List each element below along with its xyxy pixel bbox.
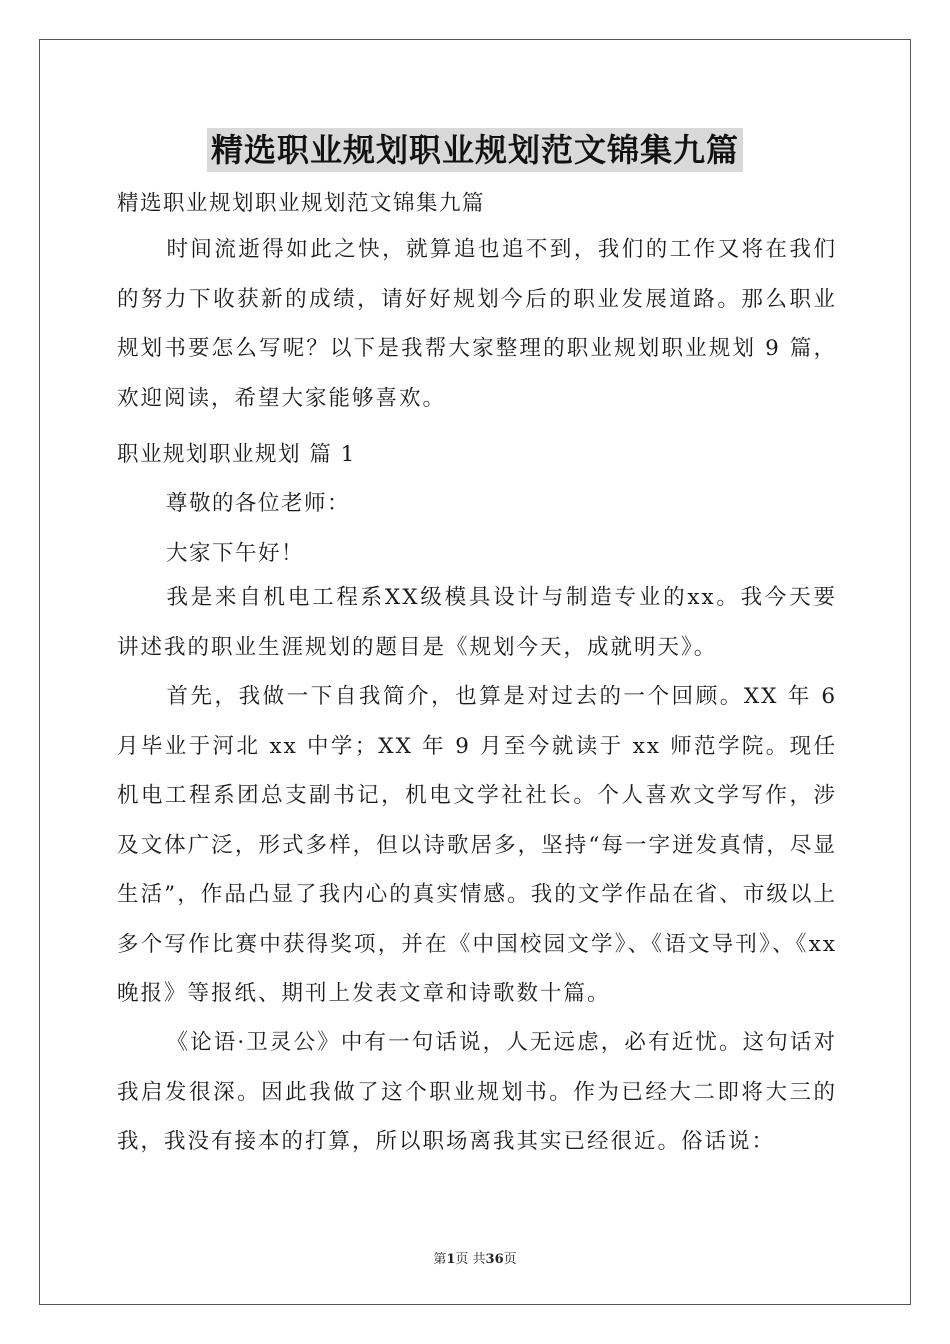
intro-paragraph: 时间流逝得如此之快，就算追也追不到，我们的工作又将在我们的努力下收获新的成绩，请好好规划今后的职业发展道路。那么职业规划书要怎么写呢？以下是我帮大家整理的职业规划职业规划 9 篇，欢迎阅读，希望大家能够喜欢。 (117, 237, 837, 411)
section-heading-1: 职业规划职业规划 篇 1 (117, 442, 356, 467)
paragraph-1: 我是来自机电工程系XX级模具设计与制造专业的xx。我今天要讲述我的职业生涯规划的题目是《规划今天，成就明天》。 (117, 585, 837, 660)
document-subtitle: 精选职业规划职业规划范文锦集九篇 (117, 191, 486, 216)
page-footer (0, 1248, 950, 1267)
footer-current-page: 1 (446, 1252, 456, 1267)
greeting: 尊敬的各位老师： (166, 491, 351, 516)
paragraph-3: 《论语·卫灵公》中有一句话说，人无远虑，必有近忧。这句话对我启发很深。因此我做了这个职业规划书。作为已经大二即将大三的我，我没有接本的打算，所以职场离我其实已经很近。俗话说： (117, 1030, 837, 1154)
footer-mid: 页 共 (455, 1252, 486, 1267)
footer-total-pages: 36 (485, 1252, 504, 1267)
document-title: 精选职业规划职业规划范文锦集九篇 (207, 128, 743, 172)
paragraph-2: 首先，我做一下自我简介，也算是对过去的一个回顾。XX 年 6 月毕业于河北 xx 中学；XX 年 9 月至今就读于 xx 师范学院。现任机电工程系团总支副书记，机电文学社社长。个人喜欢文学写作，涉及文体广泛，形式多样，但以诗歌居多，坚持“每一字迸发真情，尽显生活”，作品凸显了我内心的真实情感。我的文学作品在省、市级以上多个写作比赛中获得奖项，并在《中国校园文学》、《语文导刊》、《xx 晚报》等报纸、期刊上发表文章和诗歌数十篇。 (117, 684, 837, 1006)
footer-prefix: 第 (433, 1252, 447, 1267)
title-wrap (0, 128, 950, 172)
footer-suffix: 页 (503, 1252, 517, 1267)
hello-line: 大家下午好！ (166, 541, 305, 566)
